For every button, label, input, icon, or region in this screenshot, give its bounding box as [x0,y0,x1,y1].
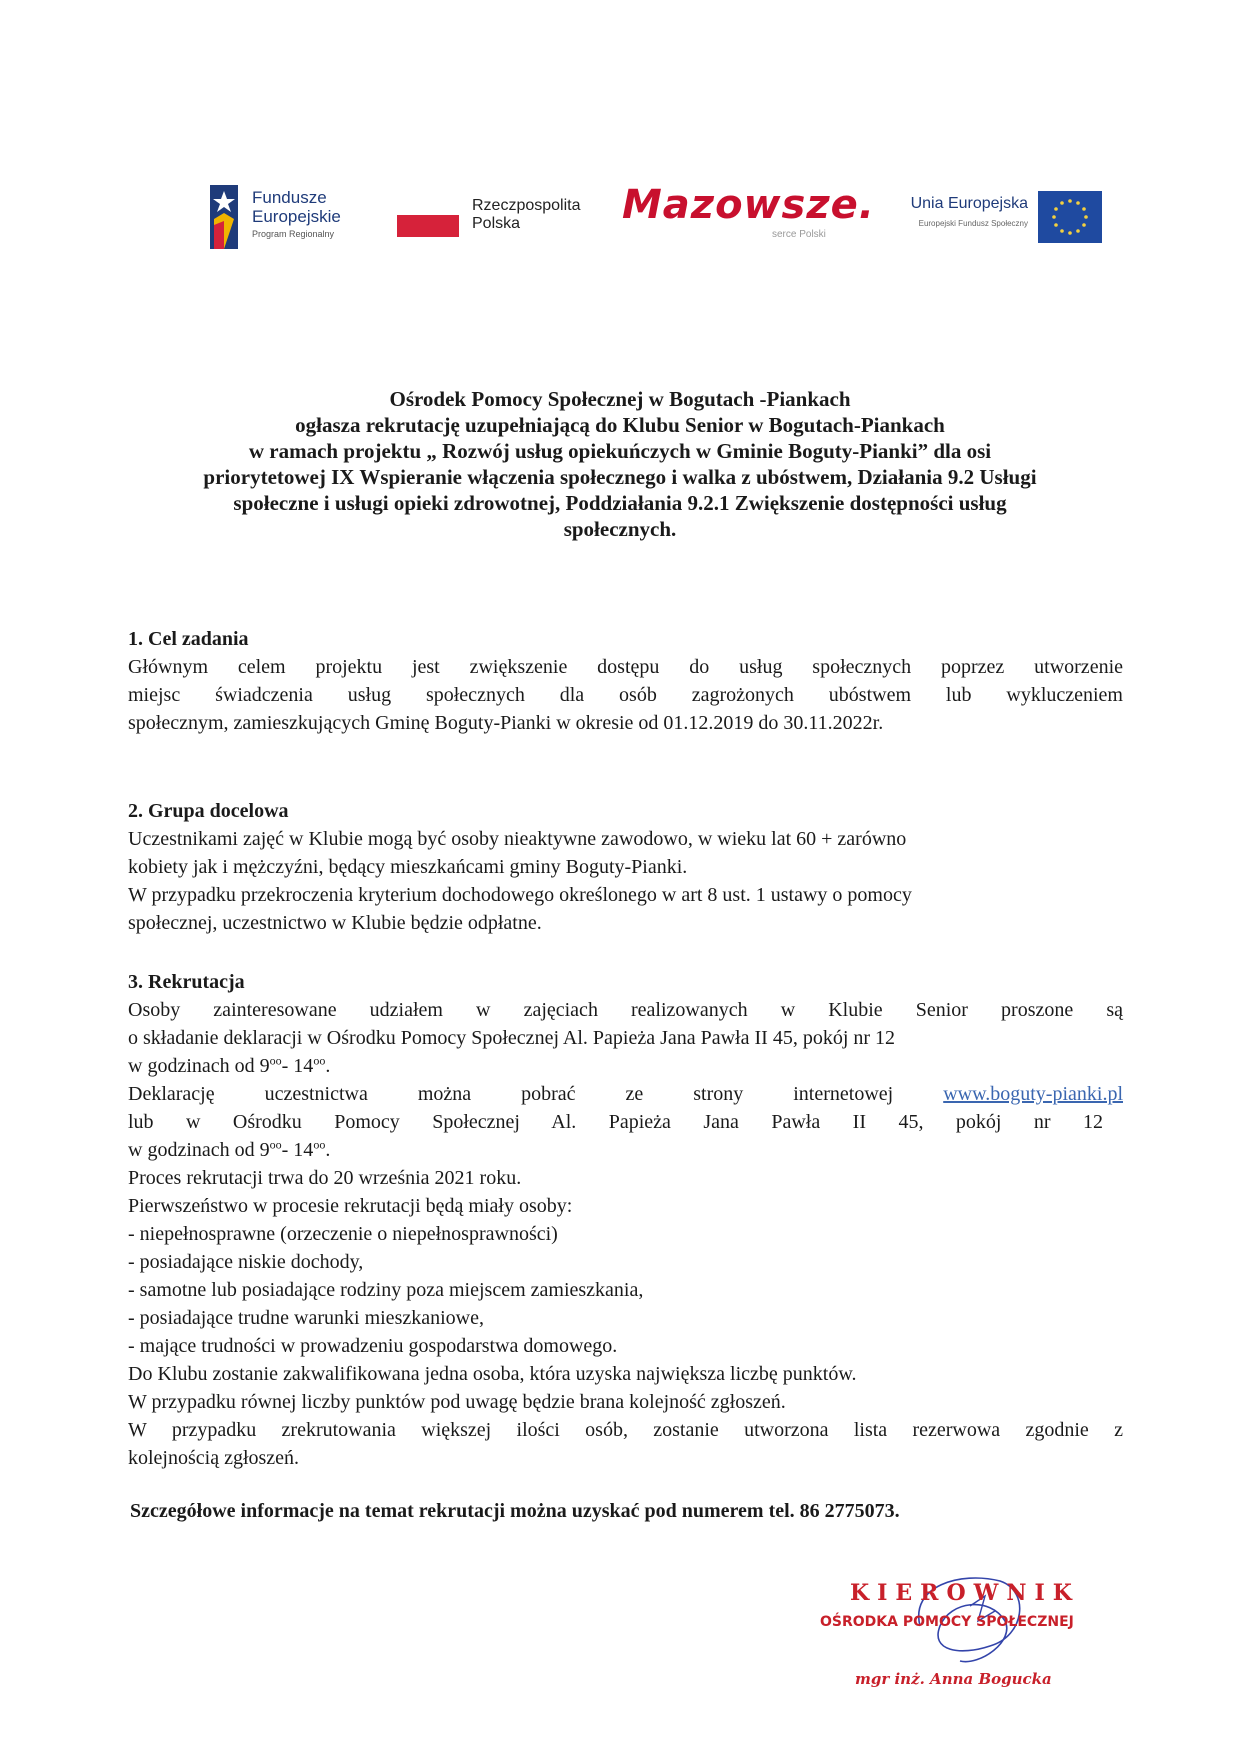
heading-line: w ramach projektu „ Rozwój usług opiekuńczych w Gminie Boguty-Pianki” dla osi [248,439,992,463]
list-item: - posiadające trudne warunki mieszkaniowe, [128,1307,484,1329]
unia-text [880,195,1028,228]
website-link[interactable]: www.boguty-pianki.pl [943,1083,1123,1105]
signature-stamp [820,1580,1120,1710]
hours-sup: oo [269,1053,282,1068]
fundusze-europejskie-logo [210,185,360,255]
paragraph-line: Pierwszeństwo w procesie rekrutacji będą miały osoby: [128,1195,573,1217]
mazowsze-name: Mazowsze. [622,182,875,228]
paragraph-line: Osoby zainteresowane udziałem w zajęciach realizowanych w Klubie Senior proszone są [128,999,1123,1021]
list-item: - posiadające niskie dochody, [128,1251,364,1273]
stamp-signatory: mgr inż. Anna Bogucka [855,1670,1052,1688]
download-line [128,1080,1123,1108]
hours-prefix: w godzinach od 9 [128,1139,270,1161]
unia-line2: Europejski Fundusz Społeczny [918,219,1028,228]
fundusze-star-icon [210,185,238,249]
rzeczpospolita-text [472,197,581,233]
paragraph-line: społecznym, zamieszkujących Gminę Boguty-Pianki w okresie od 01.12.2019 do 30.11.2022r. [128,712,884,734]
contact-info: Szczegółowe informacje na temat rekrutacji można uzyskać pod numerem tel. 86 2775073. [130,1500,900,1522]
section-rekrutacja [128,968,1123,1472]
list-item: - samotne lub posiadające rodziny poza miejscem zamieszkania, [128,1279,644,1301]
mazowsze-sub: serce Polski [772,229,826,240]
fundusze-line1: Fundusze [252,188,327,207]
unia-line1: Unia Europejska [910,195,1028,212]
announcement-heading [140,386,1100,542]
section-title: 1. Cel zadania [128,628,249,650]
hours-line [128,1136,1123,1164]
section-cel-zadania [128,625,1123,737]
paragraph-line: Głównym celem projektu jest zwiększenie dostępu do usług społecznych poprzez utworzenie [128,656,1123,678]
heading-line: priorytetowej IX Wspieranie włączenia społecznego i walka z ubóstwem, Działania 9.2 Usługi [203,465,1037,489]
fundusze-line3: Program Regionalny [252,228,335,239]
paragraph-line: kolejnością zgłoszeń. [128,1447,300,1469]
section-grupa-docelowa [128,797,1123,937]
hours-suffix: . [325,1055,331,1077]
hours-sup: oo [313,1137,326,1152]
polish-flag-icon [397,195,459,235]
rzeczpospolita-line1: Rzeczpospolita [472,197,581,214]
fundusze-text [252,189,341,239]
heading-line: ogłasza rekrutację uzupełniającą do Klubu Senior w Bogutach-Piankach [295,413,945,437]
paragraph-line: społecznej, uczestnictwo w Klubie będzie odpłatne. [128,912,542,934]
hours-line [128,1052,1123,1080]
unia-europejska-logo [880,191,1105,251]
stamp-title: KIEROWNIK [850,1580,1080,1606]
paragraph-line: Proces rekrutacji trwa do 20 września 2021 roku. [128,1167,522,1189]
paragraph-line: Uczestnikami zajęć w Klubie mogą być osoby nieaktywne zawodowo, w wieku lat 60 + zarówno [128,828,907,850]
paragraph-line: o składanie deklaracji w Ośrodku Pomocy Społecznej Al. Papieża Jana Pawła II 45, pokój nr 12 [128,1027,896,1049]
heading-line: społeczne i usługi opieki zdrowotnej, Poddziałania 9.2.1 Zwiększenie dostępności usług [233,491,1007,515]
paragraph-line: lub w Ośrodku Pomocy Społecznej Al. Papieża Jana Pawła II 45, pokój nr 12 [128,1111,1103,1133]
hours-sup: oo [269,1137,282,1152]
paragraph-line: W przypadku zrekrutowania większej ilości osób, zostanie utworzona lista rezerwowa zgodnie z [128,1419,1123,1441]
hours-mid: - 14 [281,1139,314,1161]
rzeczpospolita-line2: Polska [472,214,521,232]
paragraph-line: W przypadku równej liczby punktów pod uwagę będzie brana kolejność zgłoszeń. [128,1391,786,1413]
mazowsze-logo [622,182,875,255]
paragraph-line: Do Klubu zostanie zakwalifikowana jedna osoba, która uzyska największa liczbę punktów. [128,1363,857,1385]
section-title: 3. Rekrutacja [128,971,245,993]
download-text: Deklarację uczestnictwa można pobrać ze strony internetowej [128,1083,894,1105]
list-item: - mające trudności w prowadzeniu gospodarstwa domowego. [128,1335,618,1357]
list-item: - niepełnosprawne (orzeczenie o niepełnosprawności) [128,1223,558,1245]
rzeczpospolita-polska-logo [397,195,597,245]
paragraph-line: miejsc świadczenia usług społecznych dla osób zagrożonych ubóstwem lub wykluczeniem [128,684,1123,706]
section-title: 2. Grupa docelowa [128,800,289,822]
hours-prefix: w godzinach od 9 [128,1055,270,1077]
paragraph-line: W przypadku przekroczenia kryterium dochodowego określonego w art 8 ust. 1 ustawy o pomocy [128,884,912,906]
eu-flag-icon [1038,191,1102,243]
paragraph-line: kobiety jak i mężczyźni, będący mieszkańcami gminy Boguty-Pianki. [128,856,688,878]
logo-strip [0,182,1240,255]
hours-sup: oo [313,1053,326,1068]
heading-line: społecznych. [563,517,677,541]
hours-mid: - 14 [281,1055,314,1077]
stamp-institution: OŚRODKA POMOCY SPOŁECZNEJ [820,1614,1074,1630]
heading-line: Ośrodek Pomocy Społecznej w Bogutach -Piankach [389,387,851,411]
fundusze-line2: Europejskie [252,206,341,226]
hours-suffix: . [325,1139,331,1161]
